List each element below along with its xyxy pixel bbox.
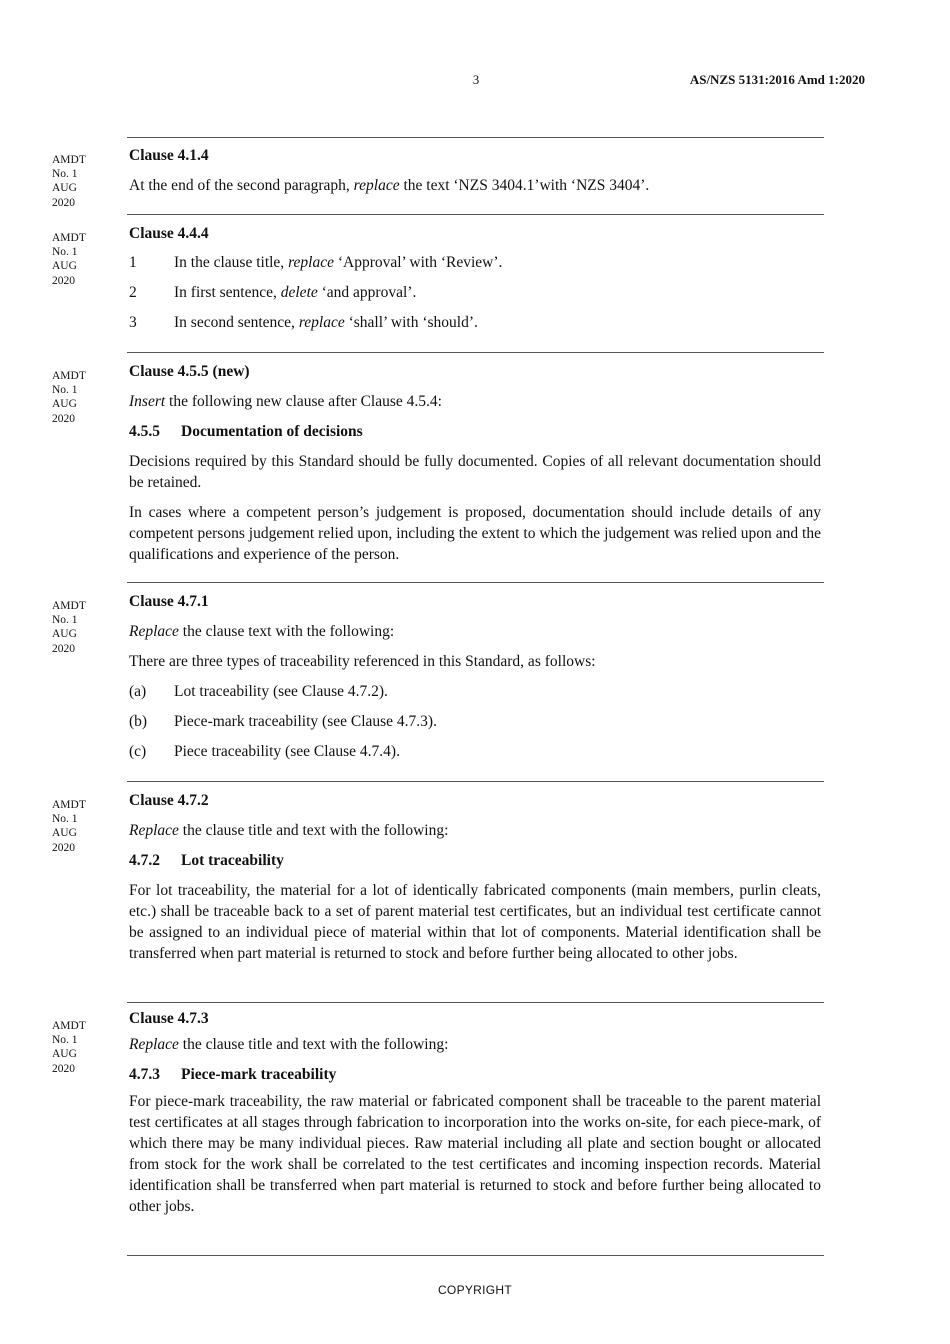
paragraph: There are three types of traceability referenced in this Standard, as follows:: [129, 653, 596, 670]
clause-4-1-4: [129, 145, 821, 196]
paragraph: For lot traceability, the material for a lot of identically fabricated components (main members, purlin cleats, etc.) shall be traceable back to a set of parent material test certificates, but an individual test certificate cannot be assigned to an individual piece of material within that lot of components. Material identification shall be transferred when part material is returned to stock and before further being allocated to other jobs.: [129, 882, 821, 962]
emphasis: replace: [288, 254, 334, 271]
amdt-line: No. 1: [52, 813, 78, 826]
subclause-heading: [129, 850, 821, 871]
amendment-note: [52, 1019, 112, 1076]
list-item: [129, 741, 821, 762]
item-text: Piece-mark traceability (see Clause 4.7.3).: [174, 713, 437, 730]
clause-4-7-3: [129, 1008, 821, 1217]
subclause-number: 4.7.3: [129, 1066, 160, 1083]
item-text: Lot traceability (see Clause 4.7.2).: [174, 683, 388, 700]
rule-top-4-7-1: [127, 582, 824, 583]
amdt-line: AUG: [52, 1048, 77, 1061]
list-item: [129, 681, 821, 702]
text-segment: In second sentence,: [174, 314, 299, 331]
emphasis: Replace: [129, 822, 179, 839]
amdt-line: 2020: [52, 1062, 75, 1075]
subclause-number: 4.7.2: [129, 852, 160, 869]
clause-text: [129, 175, 821, 196]
amendment-note: [52, 231, 112, 288]
clause-intro: [129, 621, 821, 642]
amdt-line: AMDT: [52, 154, 86, 166]
amdt-line: AMDT: [52, 600, 86, 612]
text-segment: In the clause title,: [174, 254, 289, 271]
list-item: [129, 711, 821, 732]
emphasis: replace: [298, 314, 345, 331]
amdt-line: No. 1: [52, 614, 78, 627]
clause-heading: Clause 4.7.2: [129, 792, 209, 809]
amendment-note: [52, 798, 112, 855]
amdt-line: No. 1: [52, 168, 78, 181]
clause-heading: Clause 4.4.4: [129, 225, 209, 242]
emphasis: Replace: [129, 1036, 179, 1053]
clause-4-4-4: [129, 223, 821, 333]
clause-heading: Clause 4.7.1: [129, 593, 209, 610]
amdt-line: AMDT: [52, 1020, 86, 1032]
rule-bottom: [127, 1255, 824, 1256]
text-segment: In first sentence,: [174, 284, 281, 301]
rule-top-4-4-4: [127, 214, 824, 215]
text-segment: the text ‘NZS 3404.1’with ‘NZS 3404’.: [399, 177, 650, 194]
paragraph: For piece-mark traceability, the raw material or fabricated component shall be traceable to the parent material test certificates at all stages through fabrication to incorporation into the works on-site, for each piece-mark, of which there may be many individual pieces. Raw material including all plate and section bought or allocated from stock for the work shall be correlated to the test certificates and incoming inspection records. Material identification shall be transferred when part material is returned to stock and before further being allocated to other jobs.: [129, 1093, 821, 1215]
amdt-line: AUG: [52, 827, 77, 840]
clause-heading: Clause 4.1.4: [129, 147, 209, 164]
document-id: AS/NZS 5131:2016 Amd 1:2020: [689, 72, 865, 87]
text-segment: ‘Approval’ with ‘Review’.: [333, 254, 503, 271]
paragraph: Decisions required by this Standard should be fully documented. Copies of all relevant documentation should be retained.: [129, 453, 821, 491]
amdt-line: AMDT: [52, 232, 86, 244]
item-number: 1: [129, 254, 137, 271]
amdt-line: AMDT: [52, 799, 86, 811]
rule-top-4-1-4: [127, 137, 824, 138]
list-item: [129, 252, 821, 273]
subclause-heading: [129, 421, 821, 442]
item-number: (b): [129, 713, 148, 730]
amdt-line: 2020: [52, 642, 75, 655]
text-segment: the clause text with the following:: [178, 623, 395, 640]
clause-intro: [129, 391, 821, 412]
amdt-line: 2020: [52, 196, 75, 209]
text-segment: ‘and approval’.: [317, 284, 417, 301]
text-segment: the following new clause after Clause 4.5.4:: [165, 393, 442, 410]
item-text: Piece traceability (see Clause 4.7.4).: [174, 743, 400, 760]
text-segment: At the end of the second paragraph,: [129, 177, 354, 194]
text-segment: the clause title and text with the following:: [178, 822, 449, 839]
amdt-line: No. 1: [52, 246, 78, 259]
emphasis: replace: [353, 177, 400, 194]
amdt-line: 2020: [52, 412, 75, 425]
subclause-number: 4.5.5: [129, 423, 160, 440]
copyright-footer: COPYRIGHT: [437, 1283, 513, 1297]
subclause-title: Piece-mark traceability: [181, 1066, 337, 1083]
item-text: [174, 282, 821, 303]
item-text: [174, 252, 821, 273]
clause-4-7-2: [129, 790, 821, 964]
rule-top-4-5-5: [127, 352, 824, 353]
clause-4-5-5: [129, 361, 821, 565]
amdt-line: No. 1: [52, 384, 78, 397]
amdt-line: AUG: [52, 260, 77, 273]
subclause-heading: [129, 1064, 821, 1085]
amdt-line: AUG: [52, 398, 77, 411]
item-text: [174, 312, 821, 333]
clause-heading: Clause 4.5.5 (new): [129, 363, 250, 380]
rule-top-4-7-2: [127, 781, 824, 782]
amdt-line: AUG: [52, 628, 77, 641]
amdt-line: AMDT: [52, 370, 86, 382]
clause-intro: [129, 1034, 821, 1055]
amdt-line: 2020: [52, 841, 75, 854]
item-number: 2: [129, 284, 137, 301]
item-number: 3: [129, 314, 137, 331]
item-number: (a): [129, 683, 147, 700]
page-number: 3: [472, 72, 480, 87]
list-item: [129, 312, 821, 333]
list-item: [129, 282, 821, 303]
text-segment: ‘shall’ with ‘should’.: [344, 314, 478, 331]
emphasis: delete: [280, 284, 318, 301]
rule-top-4-7-3: [127, 1002, 824, 1003]
subclause-title: Documentation of decisions: [181, 423, 363, 440]
paragraph: In cases where a competent person’s judgement is proposed, documentation should include details of any competent persons judgement relied upon, including the extent to which the judgement was relied upon and the qualifications and experience of the person.: [129, 504, 821, 563]
clause-4-7-1: [129, 591, 821, 762]
clause-heading: Clause 4.7.3: [129, 1010, 209, 1027]
amendment-note: [52, 153, 112, 210]
item-number: (c): [129, 743, 147, 760]
amendment-note: [52, 369, 112, 426]
emphasis: Replace: [129, 623, 179, 640]
subclause-title: Lot traceability: [181, 852, 284, 869]
amdt-line: AUG: [52, 182, 77, 195]
clause-intro: [129, 820, 821, 841]
amdt-line: No. 1: [52, 1034, 78, 1047]
amendment-note: [52, 599, 112, 656]
amdt-line: 2020: [52, 274, 75, 287]
emphasis: Insert: [129, 393, 166, 410]
text-segment: the clause title and text with the following:: [178, 1036, 449, 1053]
